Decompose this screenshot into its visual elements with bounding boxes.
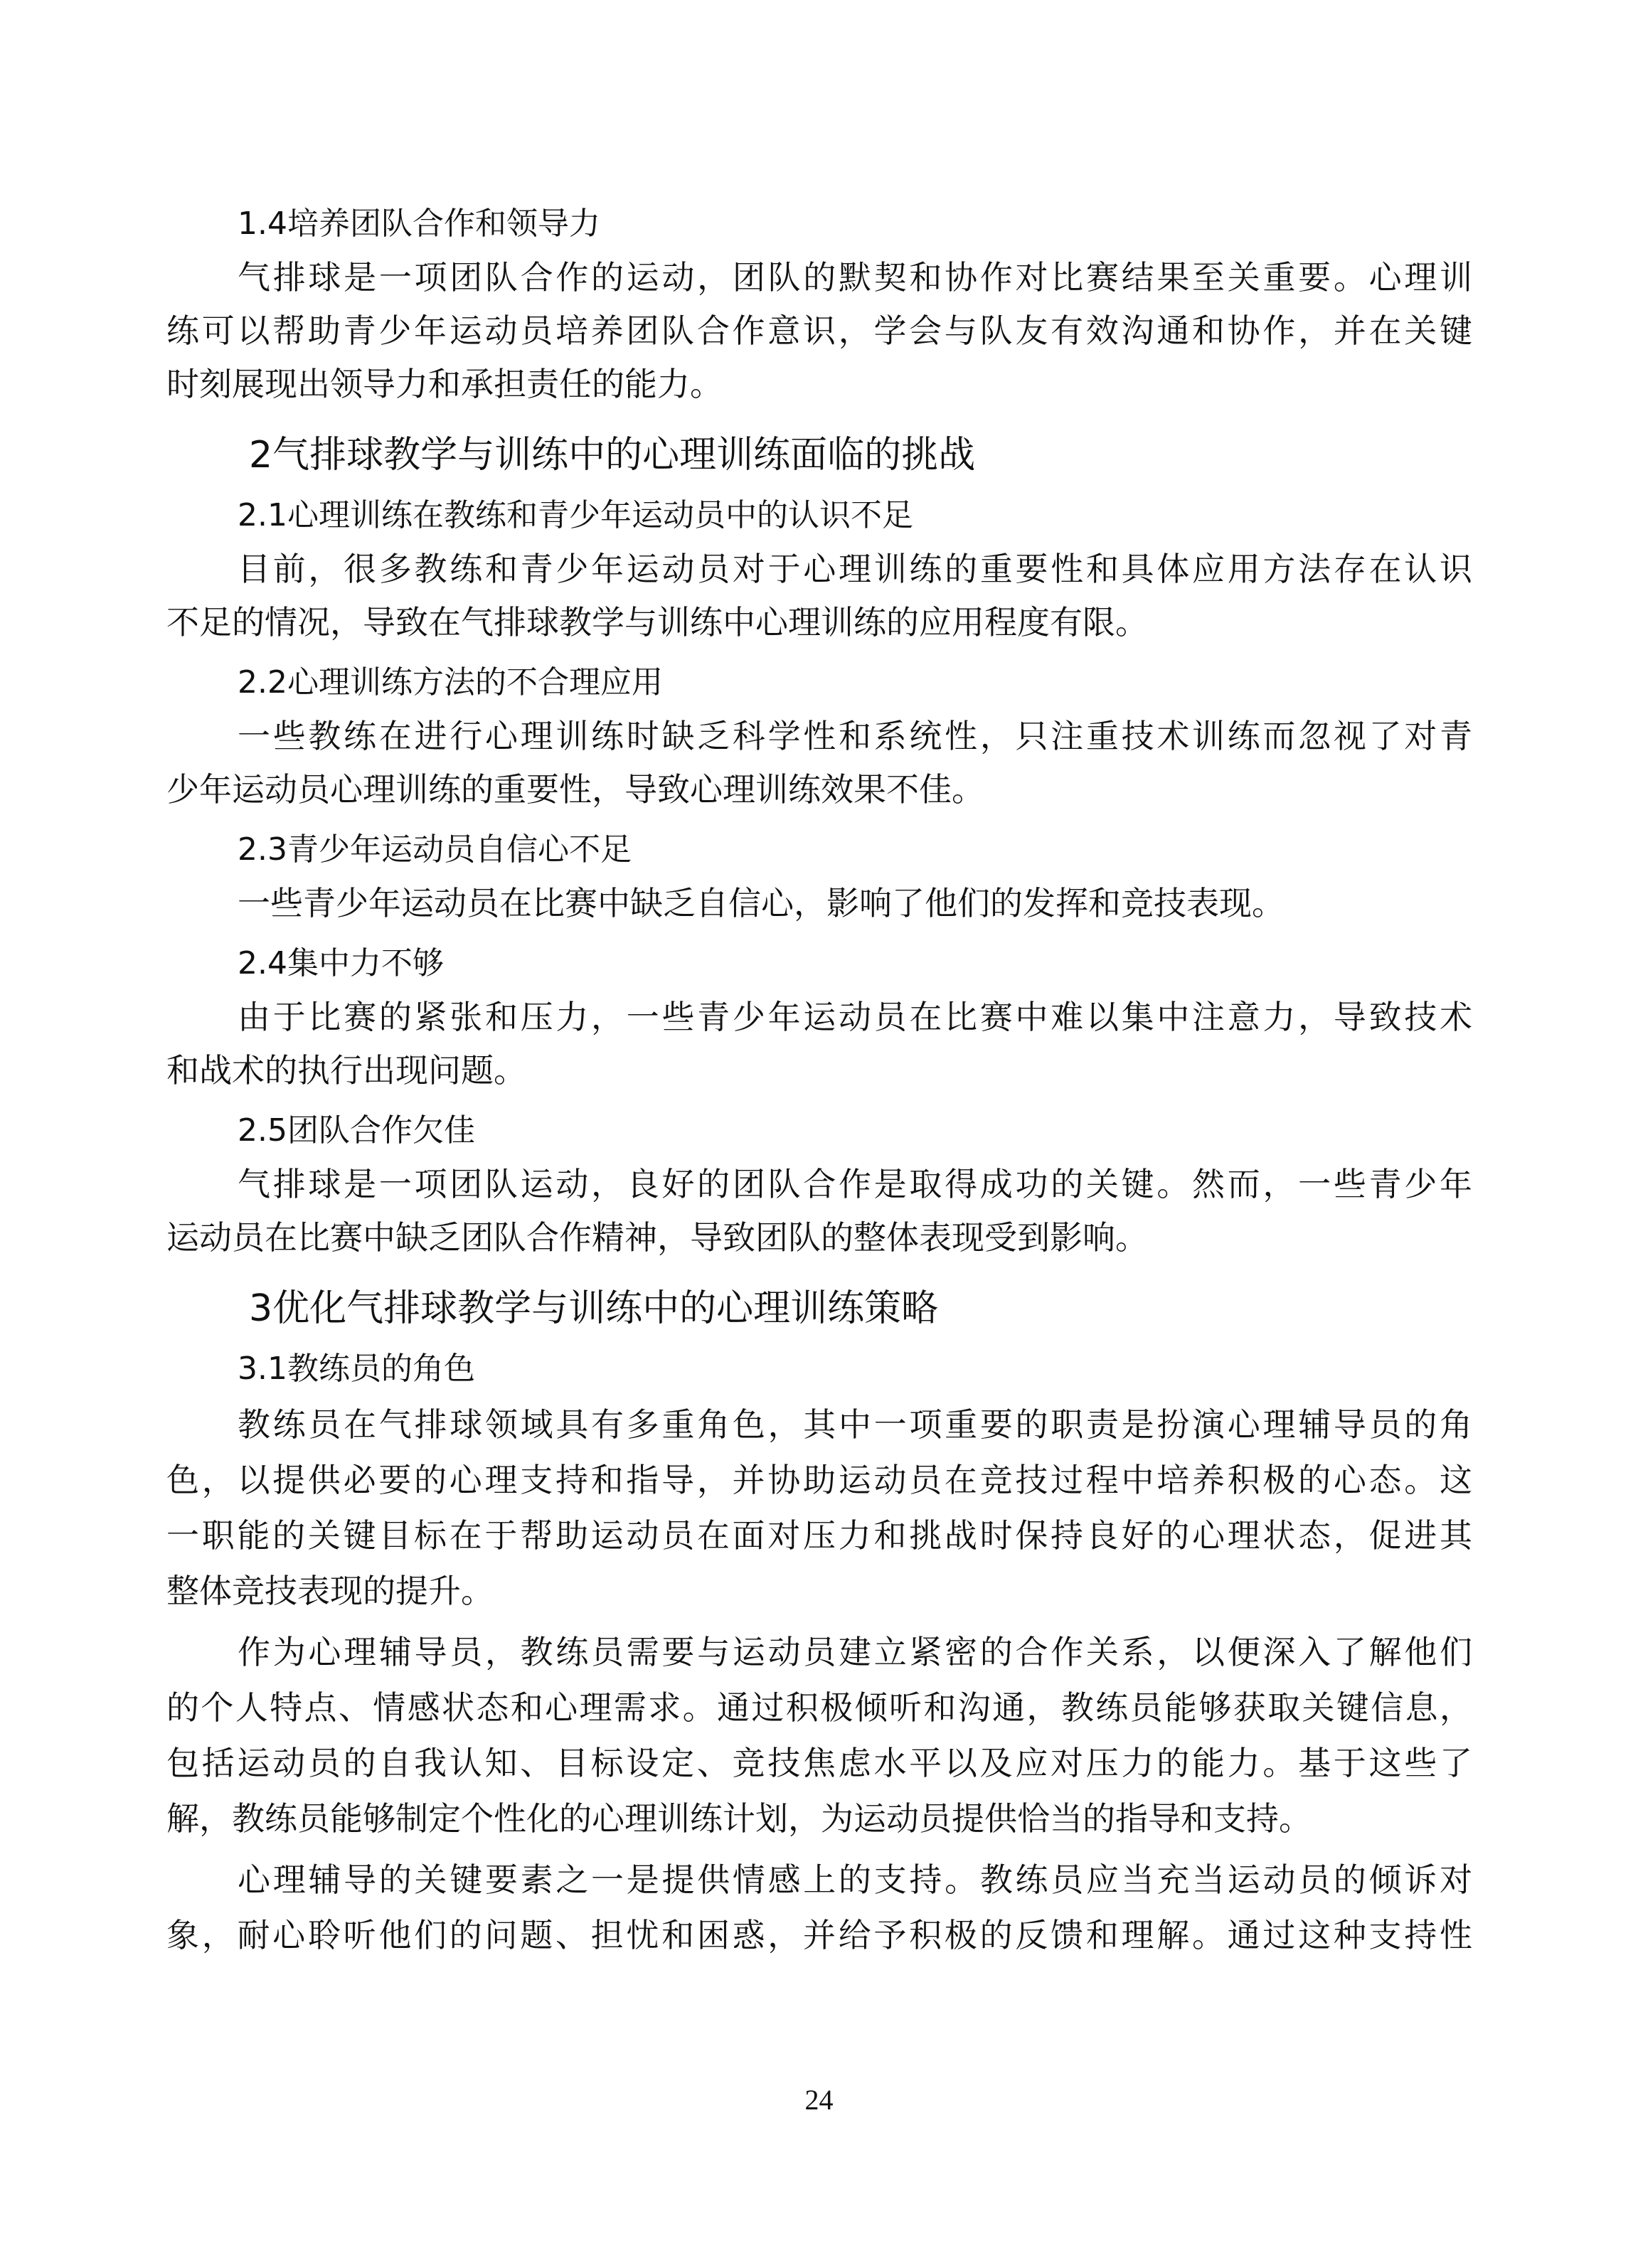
section-heading-2: 2气排球教学与训练中的心理训练面临的挑战: [249, 434, 976, 477]
subsection-heading-2-2: 2.2心理训练方法的不合理应用: [238, 664, 663, 701]
paragraph-line: 时刻展现出领导力和承担责任的能力。: [166, 365, 723, 403]
paragraph-line: 不足的情况，导致在气排球教学与训练中心理训练的应用程度有限。: [166, 603, 1148, 641]
paragraph-line: 由于比赛的紧张和压力，一些青少年运动员在比赛中难以集中注意力，导致技术: [238, 998, 1472, 1036]
subsection-heading-3-1: 3.1教练员的角色: [238, 1351, 475, 1387]
paragraph-line: 心理辅导的关键要素之一是提供情感上的支持。教练员应当充当运动员的倾诉对: [238, 1860, 1472, 1899]
subsection-heading-2-1: 2.1心理训练在教练和青少年运动员中的认识不足: [238, 497, 913, 533]
paragraph-line: 和战术的执行出现问题。: [166, 1051, 526, 1090]
paragraph-line: 一些教练在进行心理训练时缺乏科学性和系统性，只注重技术训练而忽视了对青: [238, 717, 1472, 755]
paragraph-line: 运动员在比赛中缺乏团队合作精神，导致团队的整体表现受到影响。: [166, 1218, 1148, 1257]
paragraph-line: 气排球是一项团队合作的运动，团队的默契和协作对比赛结果至关重要。心理训: [238, 258, 1472, 297]
subsection-heading-2-4: 2.4集中力不够: [238, 945, 444, 981]
subsection-heading-2-3: 2.3青少年运动员自信心不足: [238, 831, 632, 868]
paragraph-line: 一些青少年运动员在比赛中缺乏自信心，影响了他们的发挥和竞技表现。: [238, 884, 1285, 922]
section-heading-3: 3优化气排球教学与训练中的心理训练策略: [249, 1287, 939, 1330]
paragraph-line: 解，教练员能够制定个性化的心理训练计划，为运动员提供恰当的指导和支持。: [166, 1799, 1312, 1838]
paragraph-line: 气排球是一项团队运动，良好的团队合作是取得成功的关键。然而，一些青少年: [238, 1165, 1472, 1203]
paragraph-line: 色，以提供必要的心理支持和指导，并协助运动员在竞技过程中培养积极的心态。这: [166, 1461, 1472, 1499]
paragraph-line: 练可以帮助青少年运动员培养团队合作意识，学会与队友有效沟通和协作，并在关键: [166, 312, 1472, 350]
paragraph-line: 教练员在气排球领域具有多重角色，其中一项重要的职责是扮演心理辅导员的角: [238, 1405, 1472, 1444]
paragraph-line: 作为心理辅导员，教练员需要与运动员建立紧密的合作关系，以便深入了解他们: [238, 1633, 1472, 1671]
paragraph-line: 目前，很多教练和青少年运动员对于心理训练的重要性和具体应用方法存在认识: [238, 550, 1472, 588]
paragraph-line: 象，耐心聆听他们的问题、担忧和困惑，并给予积极的反馈和理解。通过这种支持性: [166, 1916, 1472, 1954]
paragraph-line: 整体竞技表现的提升。: [166, 1572, 494, 1610]
paragraph-line: 一职能的关键目标在于帮助运动员在面对压力和挑战时保持良好的心理状态，促进其: [166, 1516, 1472, 1555]
paragraph-line: 包括运动员的自我认知、目标设定、竞技焦虑水平以及应对压力的能力。基于这些了: [166, 1744, 1472, 1782]
paragraph-line: 的个人特点、情感状态和心理需求。通过积极倾听和沟通，教练员能够获取关键信息，: [166, 1688, 1472, 1727]
page-number: 24: [804, 2084, 834, 2116]
subsection-heading-1-4: 1.4培养团队合作和领导力: [238, 206, 600, 242]
paragraph-line: 少年运动员心理训练的重要性，导致心理训练效果不佳。: [166, 770, 984, 809]
subsection-heading-2-5: 2.5团队合作欠佳: [238, 1112, 475, 1149]
